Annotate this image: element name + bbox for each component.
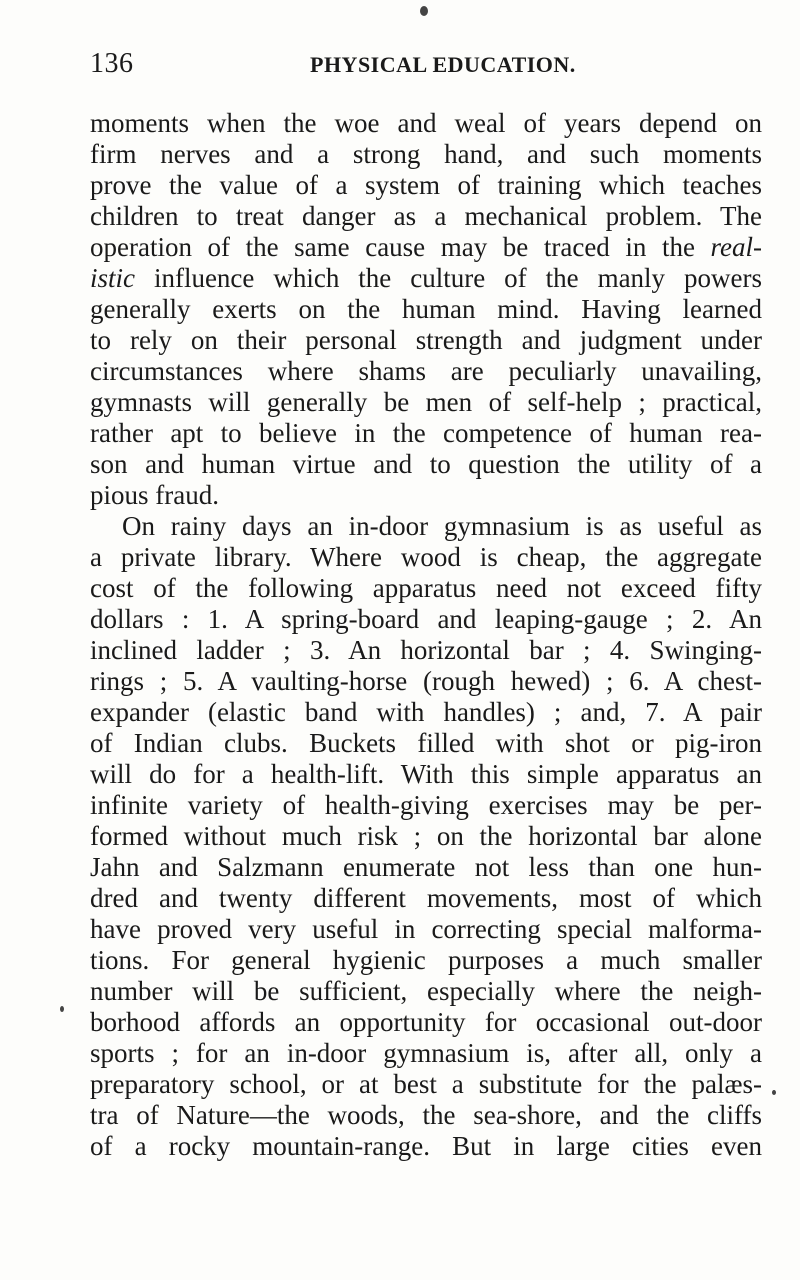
text-line: of Indian clubs. Buckets filled with shot or pig-iron: [90, 728, 762, 758]
text-line: will do for a health-lift. With this simple apparatus an: [90, 759, 762, 789]
italic-word: istic: [90, 263, 135, 293]
text-line: children to treat danger as a mechanical problem. The: [90, 201, 762, 231]
text-line: son and human virtue and to question the utility of a: [90, 449, 762, 479]
text-line: On rainy days an in-door gymnasium is as useful as: [122, 511, 762, 541]
text-line: moments when the woe and weal of years depend on: [90, 108, 762, 138]
page-number: 136: [90, 48, 134, 79]
text-line: dollars : 1. A spring-board and leaping-gauge ; 2. An: [90, 604, 762, 634]
text-line: circumstances where shams are peculiarly unavailing,: [90, 356, 762, 386]
text-line: inclined ladder ; 3. An horizontal bar ; 4. Swinging-: [90, 635, 762, 665]
ink-speck-top: [420, 6, 428, 16]
text-line: a private library. Where wood is cheap, the aggregate: [90, 542, 762, 572]
text-line: [90, 232, 762, 263]
text-line: cost of the following apparatus need not exceed fifty: [90, 573, 762, 603]
running-head: PHYSICAL EDUCATION.: [310, 52, 576, 77]
ink-speck-left: [60, 1006, 64, 1012]
text-line: borhood affords an opportunity for occasional out-door: [90, 1007, 762, 1037]
text-line: gymnasts will generally be men of self-help ; practical,: [90, 387, 762, 417]
text-line: tra of Nature—the woods, the sea-shore, and the cliffs: [90, 1100, 762, 1130]
text-line: rings ; 5. A vaulting-horse (rough hewed) ; 6. A chest-: [90, 666, 762, 696]
text-line: formed without much risk ; on the horizontal bar alone: [90, 821, 762, 851]
text-line: have proved very useful in correcting special malforma-: [90, 914, 762, 944]
text-line: prove the value of a system of training which teaches: [90, 170, 762, 200]
body-text: [90, 108, 762, 1162]
text-line: [90, 263, 762, 294]
text-line: Jahn and Salzmann enumerate not less than one hun-: [90, 852, 762, 882]
text-line: rather apt to believe in the competence of human rea-: [90, 418, 762, 448]
text-line: generally exerts on the human mind. Having learned: [90, 294, 762, 324]
text-line: pious fraud.: [90, 480, 219, 510]
text-line: preparatory school, or at best a substitute for the palæs-: [90, 1069, 762, 1099]
text-line: dred and twenty different movements, most of which: [90, 883, 762, 913]
ink-speck-right: [772, 1090, 776, 1095]
text-line: infinite variety of health-giving exercises may be per-: [90, 790, 762, 820]
text-line-main: operation of the same cause may be traced in the: [90, 232, 695, 262]
text-line-main: influence which the culture of the manly powers: [135, 263, 762, 293]
text-line: to rely on their personal strength and judgment under: [90, 325, 762, 355]
page-header: [90, 48, 770, 84]
text-line: number will be sufficient, especially where the neigh-: [90, 976, 762, 1006]
text-line: tions. For general hygienic purposes a much smaller: [90, 945, 762, 975]
text-line: expander (elastic band with handles) ; and, 7. A pair: [90, 697, 762, 727]
text-line: firm nerves and a strong hand, and such moments: [90, 139, 762, 169]
italic-word: real-: [710, 232, 762, 262]
text-line: of a rocky mountain-range. But in large cities even: [90, 1131, 762, 1161]
text-line: sports ; for an in-door gymnasium is, after all, only a: [90, 1038, 762, 1068]
